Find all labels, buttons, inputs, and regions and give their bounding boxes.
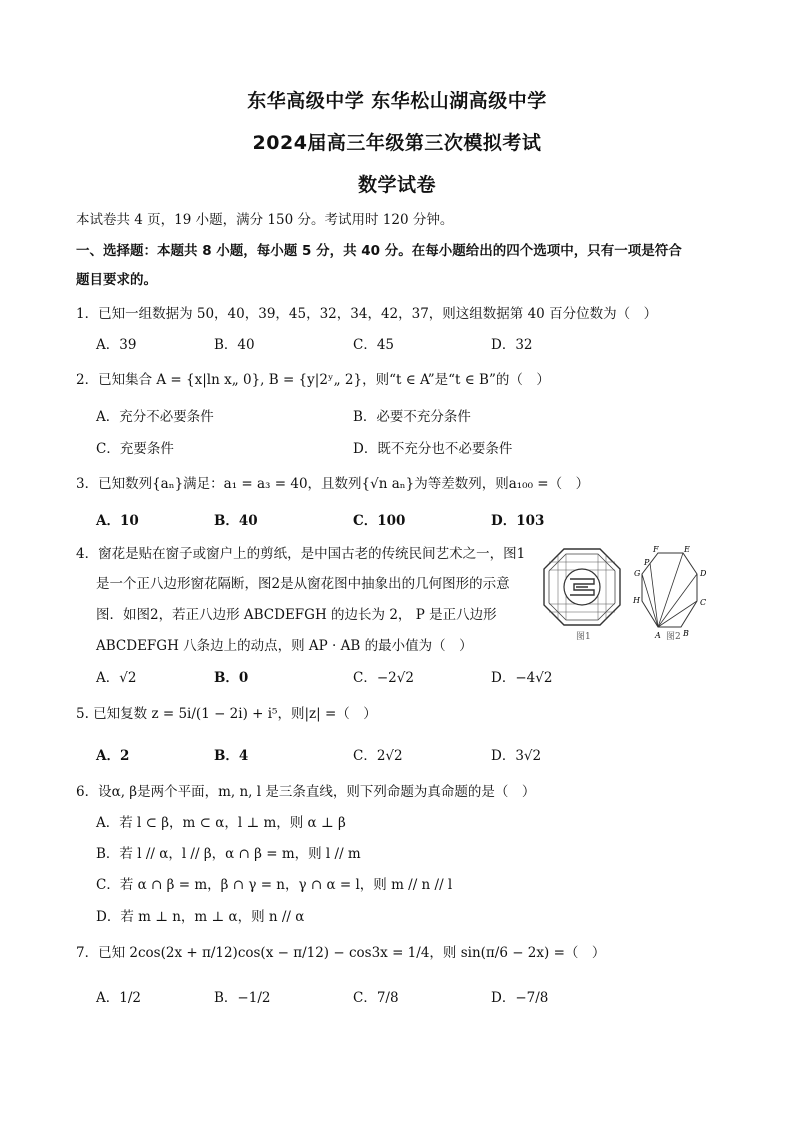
q3-option-b: B．40 [214,513,258,529]
section1-heading-cont: 题目要求的。 [76,272,157,288]
intro-text: 本试卷共 4 页，19 小题，满分 150 分。考试用时 120 分钟。 [76,212,454,228]
q5-option-c: C．2√2 [353,748,403,764]
q7-option-d: D．−7/8 [491,990,549,1006]
q3-stem: 3．已知数列{aₙ}满足：a₁ = a₃ = 40，且数列{√n aₙ}为等差数列，则a₁₀₀ =（ ） [76,476,590,492]
q5-option-b: B．4 [214,748,249,764]
label-e: E [684,546,690,554]
q3-option-d: D．103 [491,513,545,529]
q2-option-b: B．必要不充分条件 [353,409,471,425]
q3-option-c: C．100 [353,513,406,529]
q7-stem: 7．已知 2cos(2x + π/12)cos(x − π/12) − cos3x = 1/4，则 sin(π/6 − 2x) =（ ） [76,945,606,961]
label-f: F [653,546,659,554]
q4-line1: 4．窗花是贴在窗子或窗户上的剪纸，是中国古老的传统民间艺术之一，图1 [76,546,526,562]
q2-option-d: D．既不充分也不必要条件 [353,441,513,457]
q4-line2: 是一个正八边形窗花隔断，图2是从窗花图中抽象出的几何图形的示意 [96,576,510,592]
window-lattice-figure [542,546,622,642]
label-b: B [683,629,689,638]
q2-stem: 2．已知集合 A = {x|ln x„ 0}, B = {y|2ʸ„ 2}，则“t ∈ A”是“t ∈ B”的（ ） [76,372,550,388]
label-c: C [700,598,707,607]
q4-line3: 图．如图2，若正八边形 ABCDEFGH 的边长为 2， P 是正八边形 [96,607,497,623]
q3-option-a: A．10 [96,513,139,529]
q1-option-c: C．45 [353,337,395,353]
q2-option-a: A．充分不必要条件 [96,409,214,425]
fig2-caption: 图2 [666,632,681,642]
q7-option-c: C．7/8 [353,990,399,1006]
q1-stem: 1．已知一组数据为 50，40，39，45，32，34，42，37，则这组数据第 40 百分位数为（ ） [76,306,658,322]
section1-heading: 一、选择题：本题共 8 小题，每小题 5 分，共 40 分。在每小题给出的四个选项中，只有一项是符合 [76,243,682,259]
q4-line4: ABCDEFGH 八条边上的动点，则 AP · AB 的最小值为（ ） [96,638,473,654]
q1-option-b: B．40 [214,337,255,353]
fig1-caption: 图1 [576,632,591,642]
q6-option-d: D．若 m ⊥ n，m ⊥ α，则 n // α [96,909,305,925]
label-a: A [655,631,661,640]
label-g: G [634,569,641,578]
q7-option-b: B．−1/2 [214,990,271,1006]
q6-option-b: B．若 l // α，l // β，α ∩ β = m，则 l // m [96,846,361,862]
q6-stem: 6．设α, β是两个平面，m, n, l 是三条直线，则下列命题为真命题的是（ ） [76,784,536,800]
octagon-diagram [628,546,724,642]
q4-option-a: A．√2 [96,670,137,686]
q6-option-a: A．若 l ⊂ β，m ⊂ α，l ⊥ m，则 α ⊥ β [96,815,346,831]
q5-option-d: D．3√2 [491,748,542,764]
q6-option-c: C．若 α ∩ β = m，β ∩ γ = n，γ ∩ α = l，则 m // n // l [96,877,453,893]
q7-option-a: A．1/2 [96,990,141,1006]
exam-title: 2024届高三年级第三次模拟考试 [252,132,542,154]
q4-option-c: C．−2√2 [353,670,414,686]
label-d: D [700,569,707,578]
school-title: 东华高级中学 东华松山湖高级中学 [247,90,547,112]
label-p: P [644,558,650,567]
q5-stem: 5. 已知复数 z = 5i/(1 − 2i) + i⁵，则|z| =（ ） [76,706,377,722]
q1-option-d: D．32 [491,337,533,353]
label-h: H [633,596,640,605]
subject-title: 数学试卷 [357,174,436,196]
q4-option-b: B．0 [214,670,249,686]
q4-option-d: D．−4√2 [491,670,553,686]
q5-option-a: A．2 [96,748,130,764]
q2-option-c: C．充要条件 [96,441,174,457]
q1-option-a: A．39 [96,337,137,353]
